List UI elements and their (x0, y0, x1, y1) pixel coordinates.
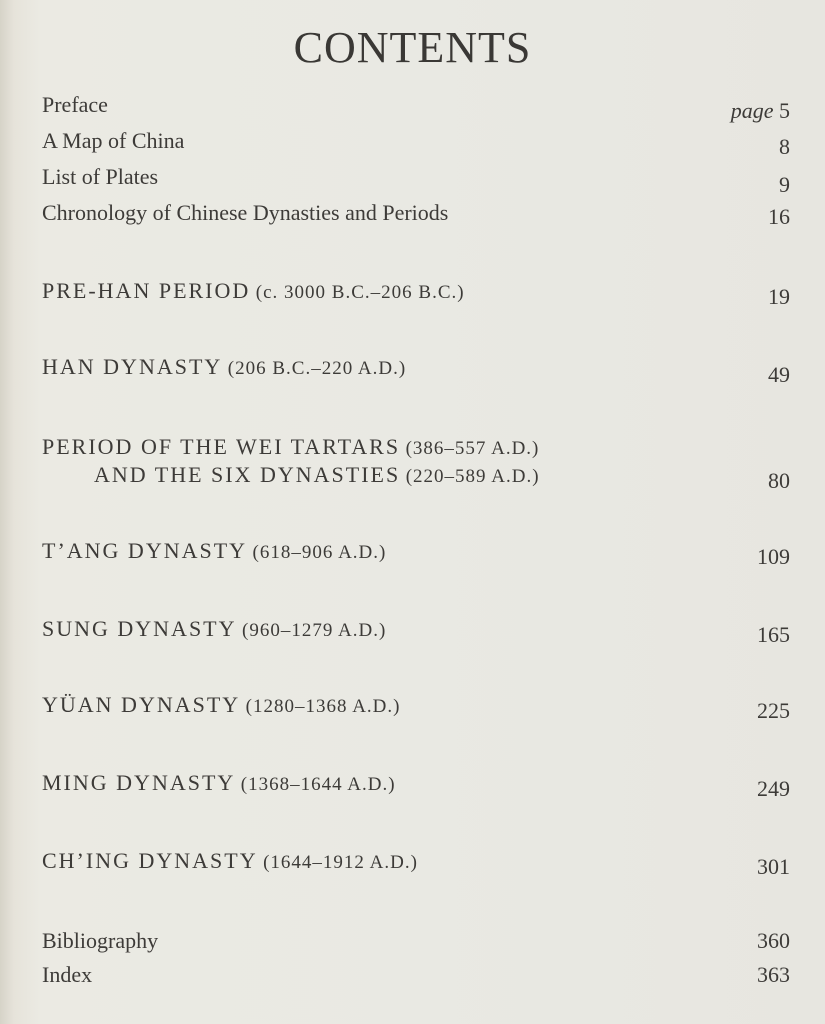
toc-label (42, 770, 396, 796)
toc-page-number (731, 98, 790, 124)
section-name: SUNG DYNASTY (42, 616, 237, 641)
toc-label (42, 616, 386, 642)
toc-page-number: 301 (757, 854, 790, 879)
section-dates: (c. 3000 B.C.–206 B.C.) (255, 282, 465, 303)
toc-page-number: 109 (757, 544, 790, 569)
section-dates: (386–557 A.D.) (405, 438, 540, 459)
toc-page-number: 8 (779, 134, 790, 159)
section-dates: (960–1279 A.D.) (242, 620, 387, 641)
toc-label: Bibliography (42, 928, 159, 953)
toc-section-ching (42, 848, 790, 882)
page-value: 5 (779, 98, 790, 123)
toc-label (42, 354, 406, 380)
toc-entry-chronology (42, 200, 790, 234)
toc-page-number: 80 (768, 468, 790, 493)
toc-section-tang (42, 538, 790, 572)
toc-section-pre-han (42, 278, 790, 312)
toc-page-number: 16 (768, 204, 790, 229)
toc-label (42, 278, 465, 304)
toc-entry-plates (42, 164, 790, 198)
section-name-second: AND THE SIX DYNASTIES (94, 462, 401, 487)
toc-entry-bibliography (42, 928, 790, 962)
toc-page-number: 225 (757, 698, 790, 723)
section-name: HAN DYNASTY (42, 354, 223, 379)
toc-page-number: 9 (779, 172, 790, 197)
toc-label: Chronology of Chinese Dynasties and Periods (42, 200, 449, 225)
toc-label: A Map of China (42, 128, 185, 153)
toc-page-number: 363 (757, 962, 790, 987)
section-dates: (1280–1368 A.D.) (245, 696, 401, 717)
section-name: CH’ING DYNASTY (42, 848, 258, 873)
toc-entry-index (42, 962, 790, 996)
toc-entry-preface (42, 92, 790, 126)
toc-label (42, 538, 386, 564)
toc-section-wei (42, 434, 790, 504)
section-name: T’ANG DYNASTY (42, 538, 248, 563)
page-title: CONTENTS (293, 23, 532, 72)
section-dates: (1368–1644 A.D.) (240, 774, 396, 795)
section-name: PRE-HAN PERIOD (42, 278, 251, 303)
section-dates: (206 B.C.–220 A.D.) (227, 358, 407, 379)
toc-label: Preface (42, 92, 108, 117)
page-prefix: page (730, 98, 774, 123)
toc-page-number: 49 (768, 362, 790, 387)
toc-label (42, 848, 418, 874)
toc-section-han (42, 354, 790, 388)
toc-page-number: 249 (757, 776, 790, 801)
toc-label: Index (42, 962, 93, 987)
toc-entry-map (42, 128, 790, 162)
section-name: YÜAN DYNASTY (42, 692, 241, 717)
section-dates-second: (220–589 A.D.) (405, 466, 540, 487)
section-name: MING DYNASTY (42, 770, 236, 795)
toc-page-number: 165 (757, 622, 790, 647)
toc-page-number: 19 (768, 284, 790, 309)
toc-label (42, 434, 539, 460)
toc-label: List of Plates (42, 164, 159, 189)
section-name: PERIOD OF THE WEI TARTARS (42, 434, 401, 459)
toc-section-ming (42, 770, 790, 804)
section-dates: (618–906 A.D.) (252, 542, 387, 563)
toc-page-number: 360 (757, 928, 790, 953)
toc-label (42, 692, 400, 718)
toc-section-sung (42, 616, 790, 650)
section-dates: (1644–1912 A.D.) (263, 852, 418, 873)
toc-section-yuan (42, 692, 790, 726)
toc-label-second-line (42, 462, 540, 488)
